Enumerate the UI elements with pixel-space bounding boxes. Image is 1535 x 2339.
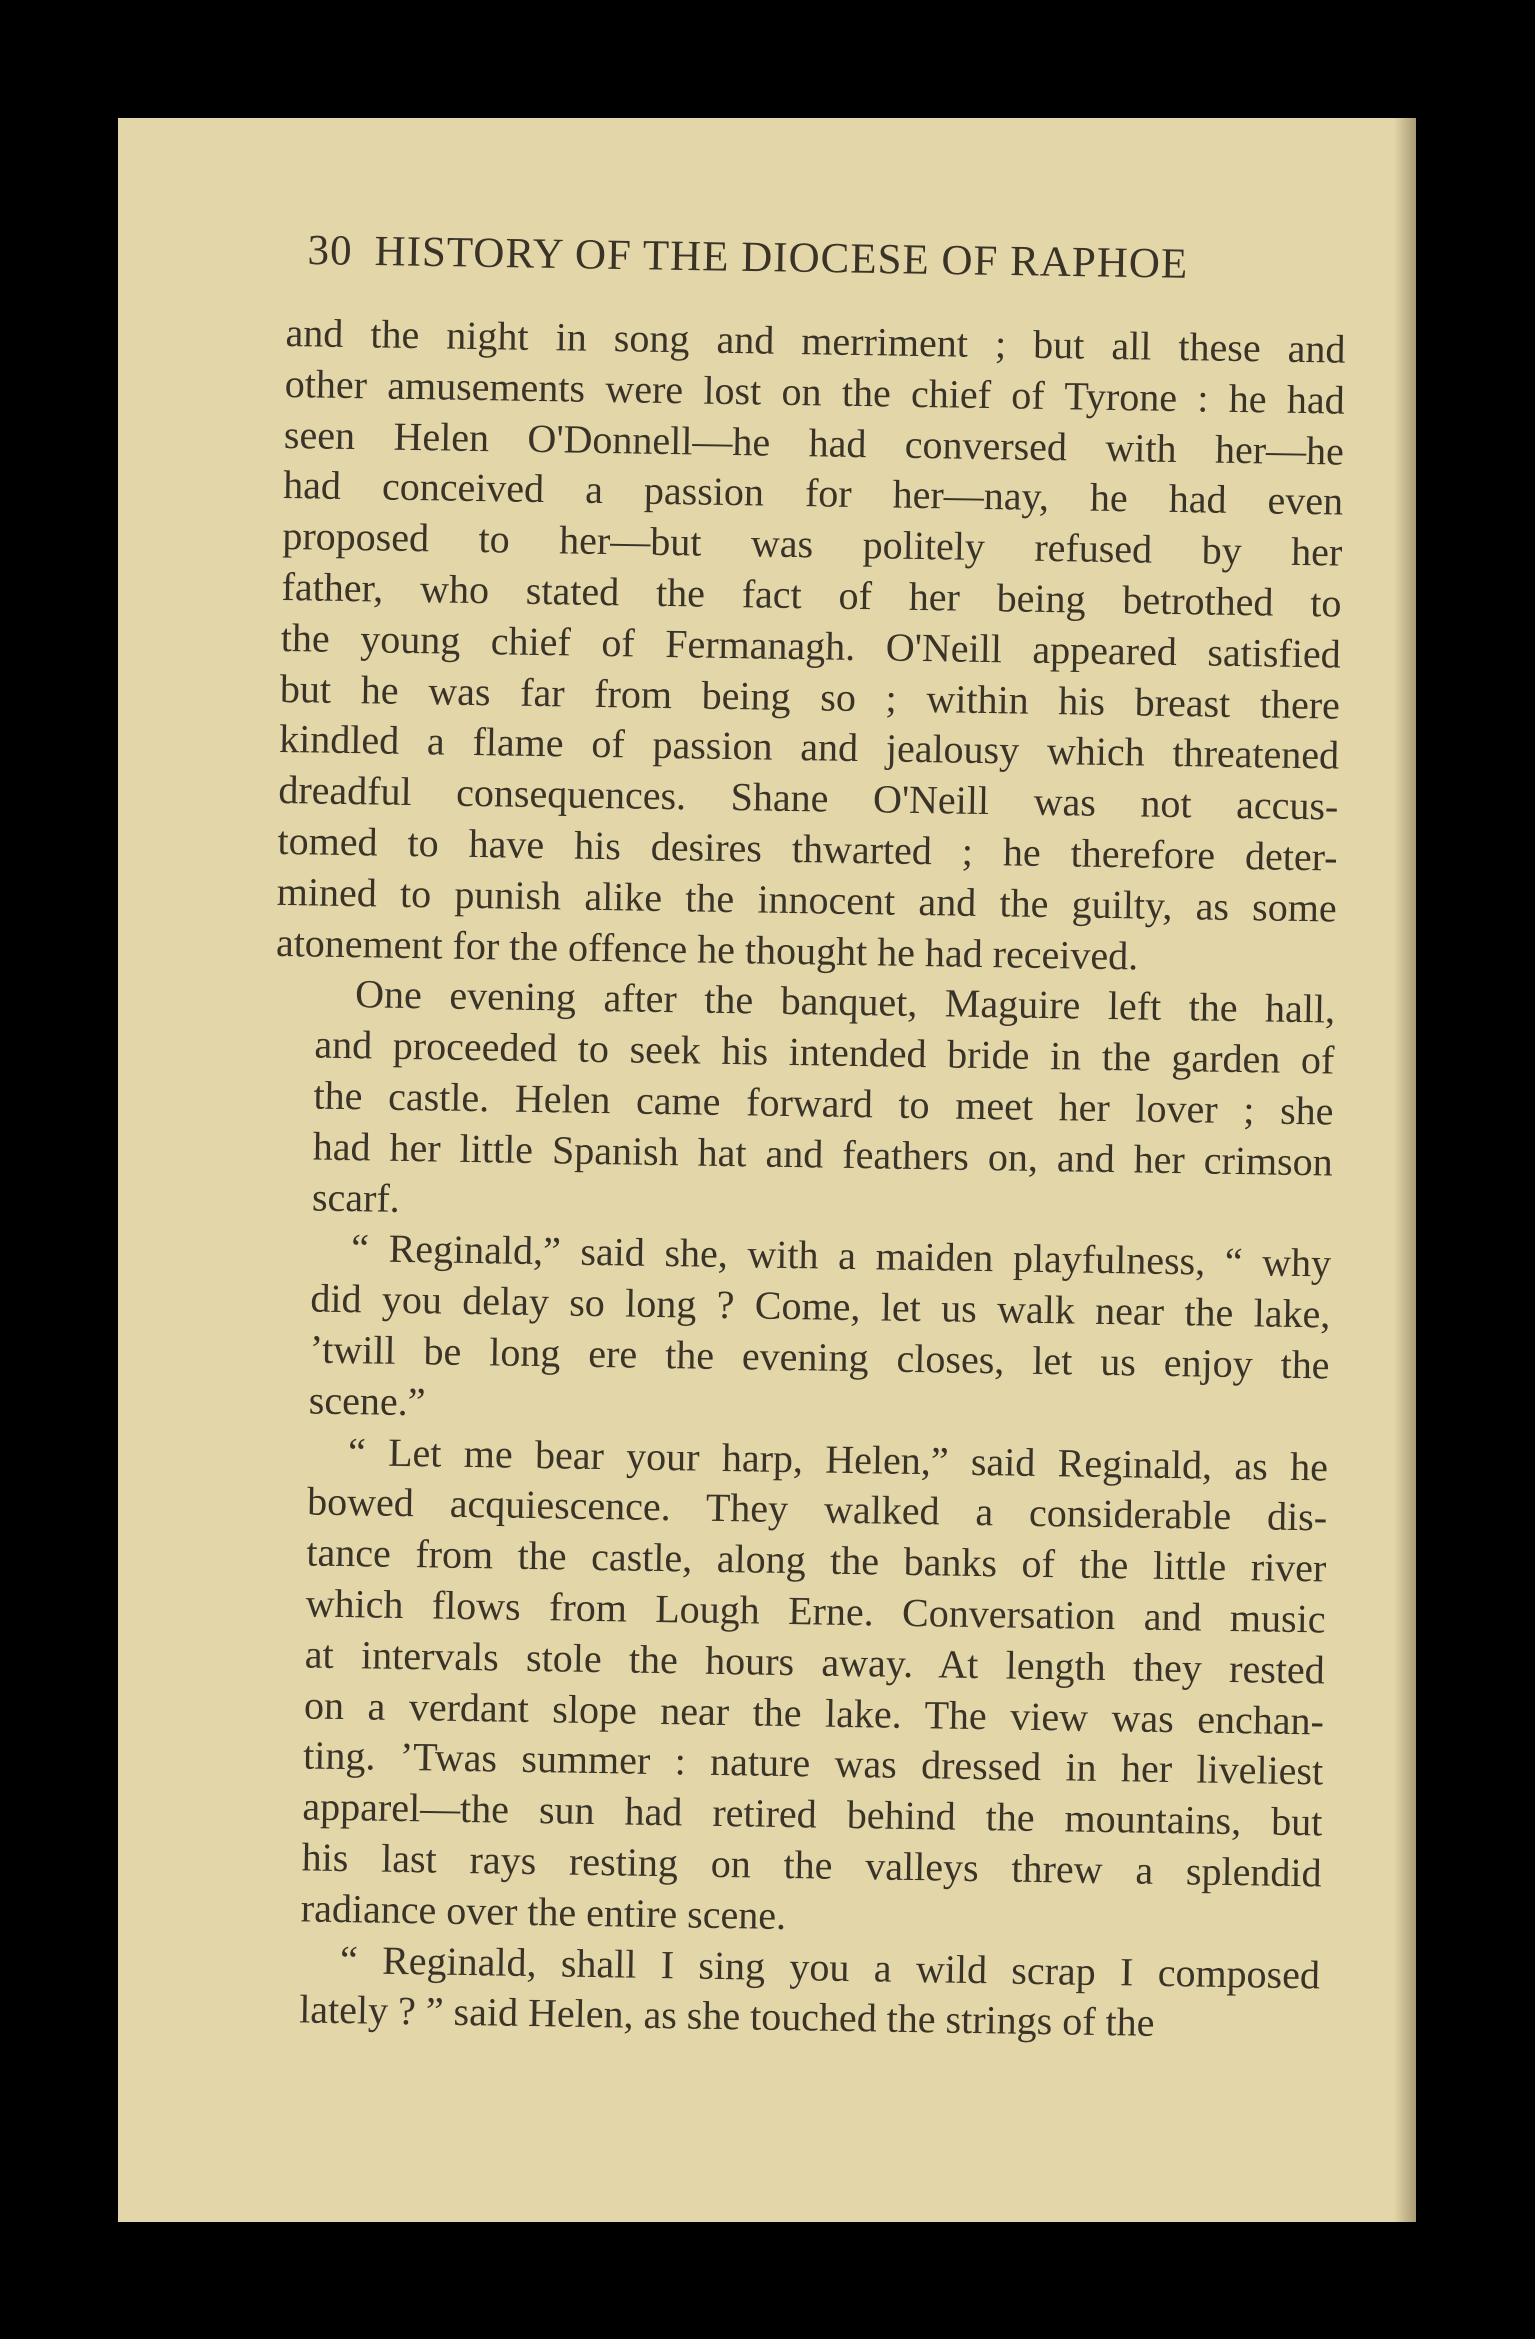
text-line: atonement for the offence he thought he had received. — [275, 919, 1139, 979]
text-line: dreadful consequences. Shane O'Neill was not accus- — [278, 767, 1339, 829]
text-line: which flows from Lough Erne. Conversation and music — [305, 1580, 1326, 1642]
text-line: kindled a flame of passion and jealousy which threatened — [278, 716, 1340, 778]
text-line: “ Reginald,” said she, with a maiden playfulness, “ why — [350, 1225, 1332, 1286]
text-line: “ Reginald, shall I sing you a wild scrap I composed — [339, 1936, 1321, 1997]
paragraph — [259, 1933, 1320, 2051]
text-line: other amusements were lost on the chief of Tyrone : he had — [284, 360, 1346, 423]
text-line: seen Helen O'Donnell—he had conversed with her—he — [283, 411, 1345, 474]
running-title: HISTORY OF THE DIOCESE OF RAPHOE — [374, 228, 1189, 288]
text-line: bowed acquiescence. They walked a considerable dis- — [306, 1478, 1328, 1540]
text-line: mined to punish alike the innocent and the guilty, as some — [276, 868, 1338, 931]
page-edge-shadow — [1394, 118, 1416, 2222]
text-line: ’twill be long ere the evening closes, let us enjoy the — [309, 1326, 1330, 1388]
text-line: tance from the castle, along the banks of the little river — [306, 1529, 1327, 1591]
text-line: had her little Spanish hat and feathers on, and her crimson — [312, 1123, 1334, 1185]
text-line: and the night in song and merriment ; but all these and — [285, 309, 1346, 372]
book-page — [118, 118, 1416, 2222]
text-line: “ Let me bear your harp, Helen,” said Reginald, as he — [347, 1428, 1329, 1490]
text-line: and proceeded to seek his intended bride in the garden of — [314, 1021, 1335, 1083]
text-line: his last rays resting on the valleys threw a splendid — [301, 1834, 1322, 1896]
running-header — [307, 226, 1308, 291]
text-line: father, who stated the fact of her being betrothed to — [281, 563, 1342, 626]
text-line: scarf. — [311, 1174, 401, 1221]
text-line: the castle. Helen came forward to meet her lover ; she — [313, 1072, 1334, 1134]
text-line: radiance over the entire scene. — [300, 1885, 787, 1938]
text-line: the young chief of Fermanagh. O'Neill appeared satisfied — [280, 614, 1342, 677]
text-line: did you delay so long ? Come, let us walk near the lake, — [310, 1275, 1331, 1337]
text-line: but he was far from being so ; within his breast there — [279, 665, 1341, 728]
text-line: ting. ’Twas summer : nature was dressed in her liveliest — [302, 1732, 1324, 1794]
body-text — [259, 308, 1346, 2052]
paragraph — [268, 1222, 1331, 1442]
text-line: lately ? ” said Helen, as she touched the strings of the — [298, 1986, 1155, 2046]
paragraph — [260, 1425, 1328, 1950]
paragraph — [276, 308, 1346, 985]
text-line: scene.” — [308, 1377, 426, 1425]
text-line: apparel—the sun had retired behind the mountains, but — [302, 1783, 1323, 1845]
text-line: proposed to her—but was politely refused by her — [282, 513, 1343, 575]
paragraph — [272, 968, 1336, 1239]
text-line: tomed to have his desires thwarted ; he therefore deter- — [277, 817, 1338, 880]
page-number: 30 — [307, 226, 353, 275]
text-line: had conceived a passion for her—nay, he had even — [282, 462, 1344, 525]
text-line: on a verdant slope near the lake. The view was enchan- — [303, 1681, 1325, 1743]
text-line: One evening after the banquet, Maguire left the hall, — [354, 971, 1336, 1032]
text-line: at intervals stole the hours away. At length they rested — [304, 1631, 1326, 1693]
